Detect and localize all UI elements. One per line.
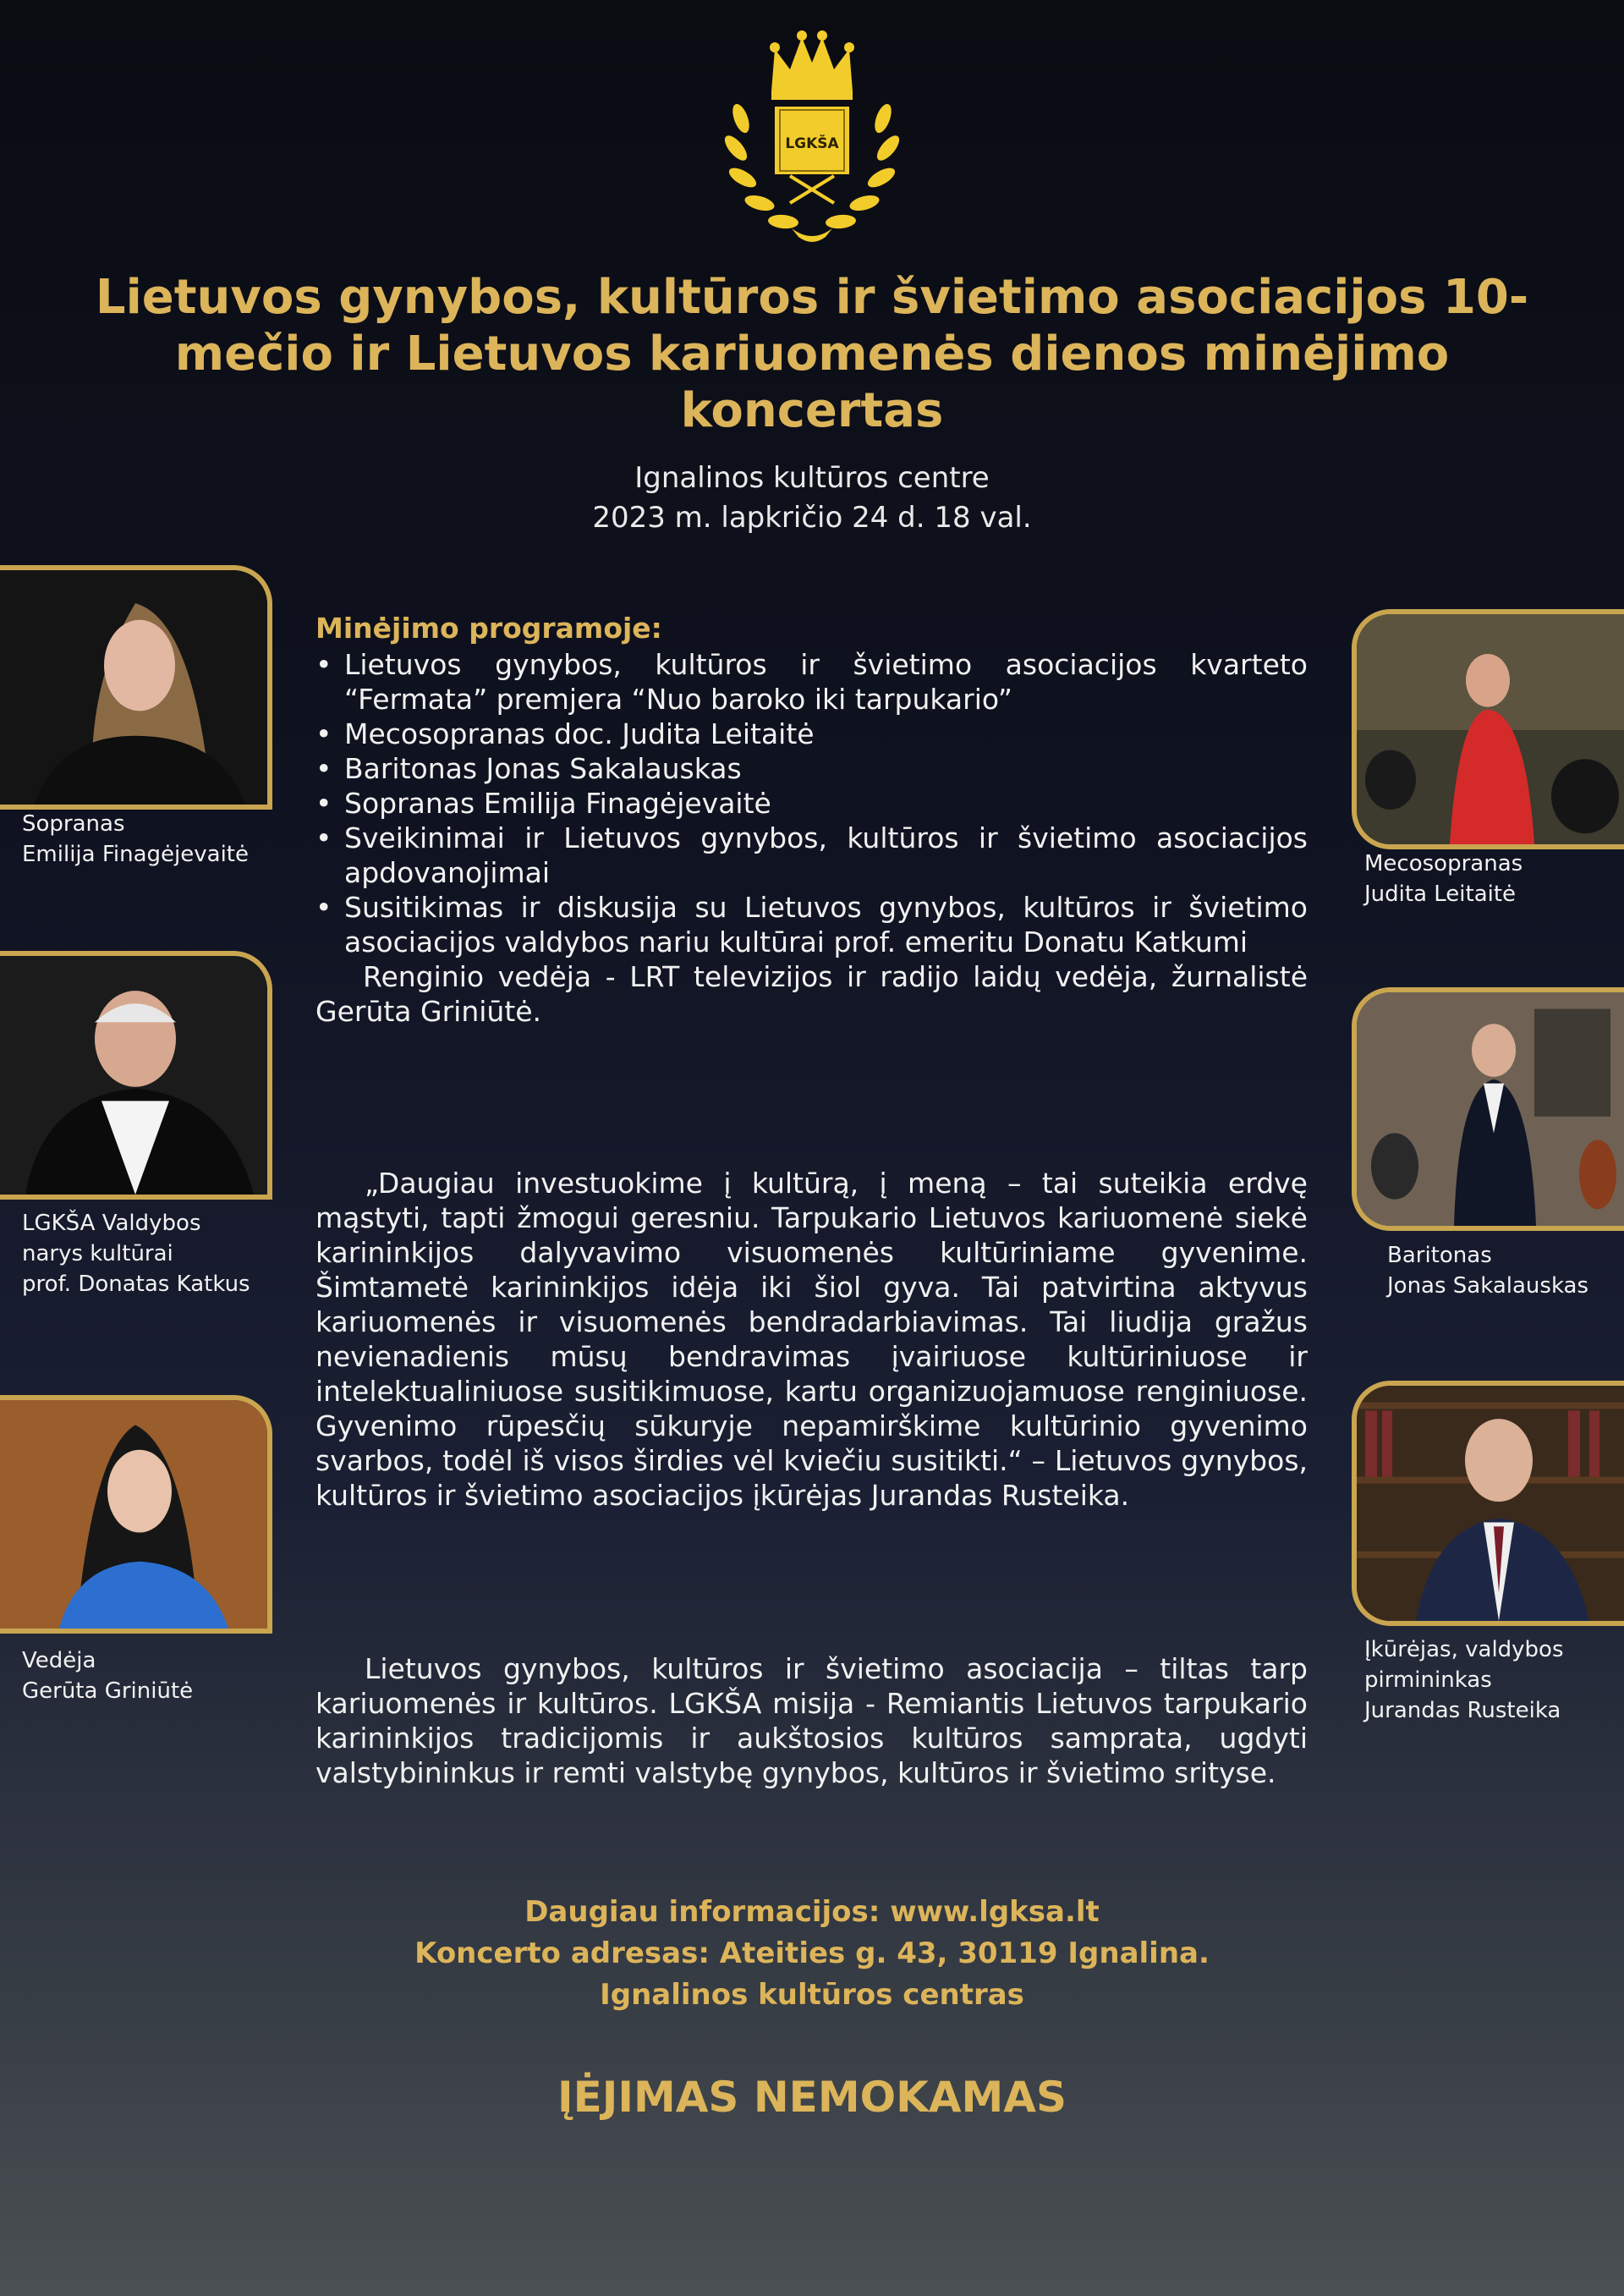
program-list <box>315 647 1308 959</box>
program-heading: Minėjimo programoje: <box>315 612 662 645</box>
svg-text:LGKŠA: LGKŠA <box>785 135 839 152</box>
caption-host: Vedėja Gerūta Griniūtė <box>22 1648 194 1704</box>
mission-paragraph: Lietuvos gynybos, kultūros ir švietimo asociacija – tiltas tarp kariuomenės ir kultūros. LGKŠA misija - Remiantis Lietuvos tarpukario karininkijos tradicijomis ir aukštosios kultūros samprata, ugdyti valstybininkus ir remti valstybę gynybos, kultūros ir švietimo srityse. <box>315 1652 1308 1789</box>
host-note: Renginio vedėja - LRT televizijos ir radijo laidų vedėja, žurnalistė Gerūta Griniūtė. <box>315 960 1308 1028</box>
program-item: • Baritonas Jonas Sakalauskas <box>315 751 1308 786</box>
program-item: • Sopranas Emilija Finagėjevaitė <box>315 786 1308 821</box>
info-venue: Ignalinos kultūros centras <box>600 1978 1024 2012</box>
photo-donatas-katkus <box>0 951 272 1200</box>
caption-founder: Įkūrėjas, valdybos pirmininkas Jurandas Rusteika <box>1364 1637 1564 1723</box>
program-item: • Mecosopranas doc. Judita Leitaitė <box>315 717 1308 751</box>
program-item: • Susitikimas ir diskusija su Lietuvos gynybos, kultūros ir švietimo asociacijos valdybos nariu kultūrai prof. emeritu Donatu Katkumi <box>315 890 1308 959</box>
venue-line: Ignalinos kultūros centre <box>634 461 990 495</box>
photo-host <box>0 1395 272 1634</box>
caption-mezzo-soprano: Mecosopranas Judita Leitaitė <box>1364 851 1523 907</box>
page-title: Lietuvos gynybos, kultūros ir švietimo asociacijos 10-mečio ir Lietuvos kariuomenės dienos minėjimo koncertas <box>95 270 1529 438</box>
program-item: • Lietuvos gynybos, kultūros ir švietimo asociacijos kvarteto “Fermata” premjera “Nuo baroko iki tarpukario” <box>315 647 1308 717</box>
crown-laurel-emblem-icon <box>716 25 908 245</box>
photo-soprano <box>0 565 272 810</box>
photo-founder <box>1352 1381 1624 1626</box>
lgksa-logo <box>716 25 908 245</box>
photo-mezzo-soprano <box>1352 609 1624 849</box>
founder-quote: „Daugiau investuokime į kultūrą, į meną – tai suteikia erdvę mąstyti, tapti žmogui geresniu. Tarpukario Lietuvos kariuomenė siekė karininkijos dalyvavimo visuomenės kultūriniame gyvenime. Šimtametė karininkijos idėja iki šiol gyva. Tai patvirtina aktyvus kariuomenės ir visuomenės bendradarbiavimas. Tai liudija gražus nevienadienis mūsų bendravimas įvairiuose kultūriniuose ir intelektualiniuose susitikimuose, kartu organizuojamuose renginiuose. Gyvenimo rūpesčių sūkuryje nepamirškime kultūrinio gyvenimo svarbos, todėl iš visos širdies vėl kviečiu susitikti.“ – Lietuvos gynybos, kultūros ir švietimo asociacijos įkūrėjas Jurandas Rusteika. <box>315 1167 1308 1512</box>
photo-baritone <box>1352 987 1624 1231</box>
caption-donatas-katkus: LGKŠA Valdybos narys kultūrai prof. Donatas Katkus <box>22 1211 250 1297</box>
program-item: • Sveikinimai ir Lietuvos gynybos, kultūros ir švietimo asociacijos apdovanojimai <box>315 821 1308 890</box>
info-address: Koncerto adresas: Ateities g. 43, 30119 Ignalina. <box>414 1936 1210 1970</box>
info-website: Daugiau informacijos: www.lgksa.lt <box>524 1895 1100 1929</box>
free-entry-banner: ĮĖJIMAS NEMOKAMAS <box>557 2073 1067 2122</box>
caption-baritone: Baritonas Jonas Sakalauskas <box>1387 1243 1589 1299</box>
caption-soprano: Sopranas Emilija Finagėjevaitė <box>22 811 249 867</box>
program-section <box>315 611 1308 1029</box>
date-time-line: 2023 m. lapkričio 24 d. 18 val. <box>592 501 1032 535</box>
